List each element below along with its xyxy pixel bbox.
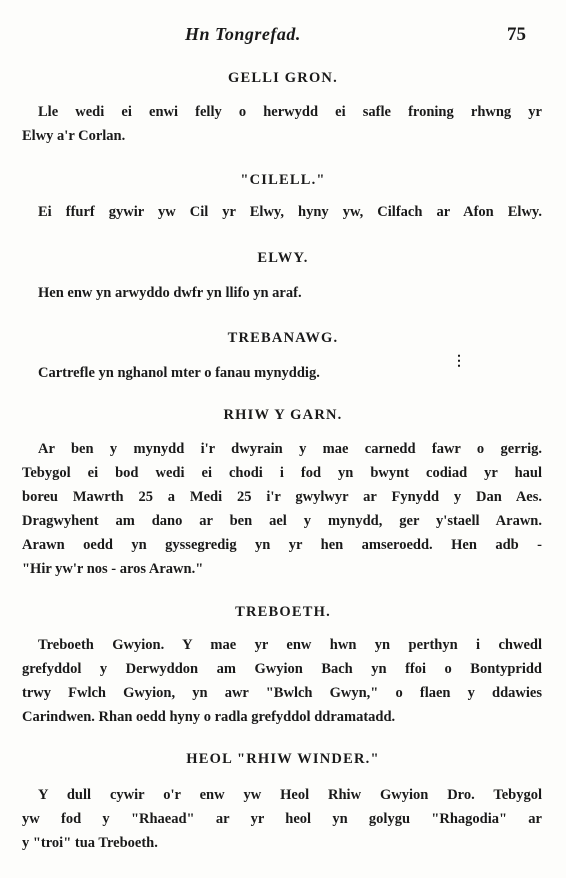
section-paragraph <box>22 100 542 148</box>
paragraph-line: Ar ben y mynydd i'r dwyrain y mae carnedd fawr o gerrig. <box>38 441 542 457</box>
paragraph-line: Elwy a'r Corlan. <box>22 128 126 144</box>
paragraph-line: Lle wedi ei enwi felly o herwydd ei safle froning rhwng yr <box>38 104 542 120</box>
running-title: Hn Tongrefad. <box>185 24 301 44</box>
section-heading: RHIW Y GARN. <box>223 407 343 423</box>
paragraph-line: Ei ffurf gywir yw Cil yr Elwy, hyny yw, Cilfach ar Afon Elwy. <box>38 204 542 220</box>
paragraph-line: boreu Mawrth 25 a Medi 25 i'r gwylwyr ar Fynydd y Dan Aes. <box>22 489 542 505</box>
section-heading: HEOL "RHIW WINDER." <box>186 751 380 767</box>
paragraph-line: Y dull cywir o'r enw yw Heol Rhiw Gwyion Dro. Tebygol <box>38 787 542 803</box>
paragraph-line: Dragwyhent am dano ar ben ael y mynydd, ger y'staell Arawn. <box>22 513 542 529</box>
paragraph-line: Cartrefle yn nghanol mter o fanau mynyddig. <box>38 365 320 381</box>
section-paragraph <box>22 200 542 224</box>
running-head <box>0 24 566 54</box>
paragraph-line: Carindwen. Rhan oedd hyny o radla grefyddol ddramatadd. <box>22 709 396 725</box>
paragraph-line: Treboeth Gwyion. Y mae yr enw hwn yn perthyn i chwedl <box>38 637 542 653</box>
margin-mark: ⋮ <box>452 354 466 369</box>
page-number: 75 <box>507 24 526 45</box>
paragraph-line: trwy Fwlch Gwyion, yn awr "Bwlch Gwyn," o flaen y ddawies <box>22 685 542 701</box>
section-heading: TREBOETH. <box>235 604 331 620</box>
section-paragraph <box>22 437 542 581</box>
paragraph-line: y "troi" tua Treboeth. <box>22 835 158 851</box>
paragraph-line: Arawn oedd yn gyssegredig yn yr hen amseroedd. Hen adb - <box>22 537 542 553</box>
section-heading: ELWY. <box>257 250 309 266</box>
paragraph-line: grefyddol y Derwyddon am Gwyion Bach yn ffoi o Bontypridd <box>22 661 542 677</box>
section-heading: GELLI GRON. <box>228 70 338 86</box>
section-heading: "CILELL." <box>240 172 326 188</box>
section-paragraph <box>22 633 542 729</box>
section-paragraph <box>22 783 542 855</box>
paragraph-line: Tebygol ei bod wedi ei chodi i fod yn bwynt codiad yr haul <box>22 465 542 481</box>
paragraph-line: yw fod y "Rhaead" ar yr heol yn golygu "Rhagodia" ar <box>22 811 542 827</box>
paragraph-line: "Hir yw'r nos - aros Arawn." <box>22 561 204 577</box>
section-paragraph <box>22 281 542 305</box>
section-heading: TREBANAWG. <box>227 330 339 346</box>
paragraph-line: Hen enw yn arwyddo dwfr yn llifo yn araf. <box>38 285 302 301</box>
